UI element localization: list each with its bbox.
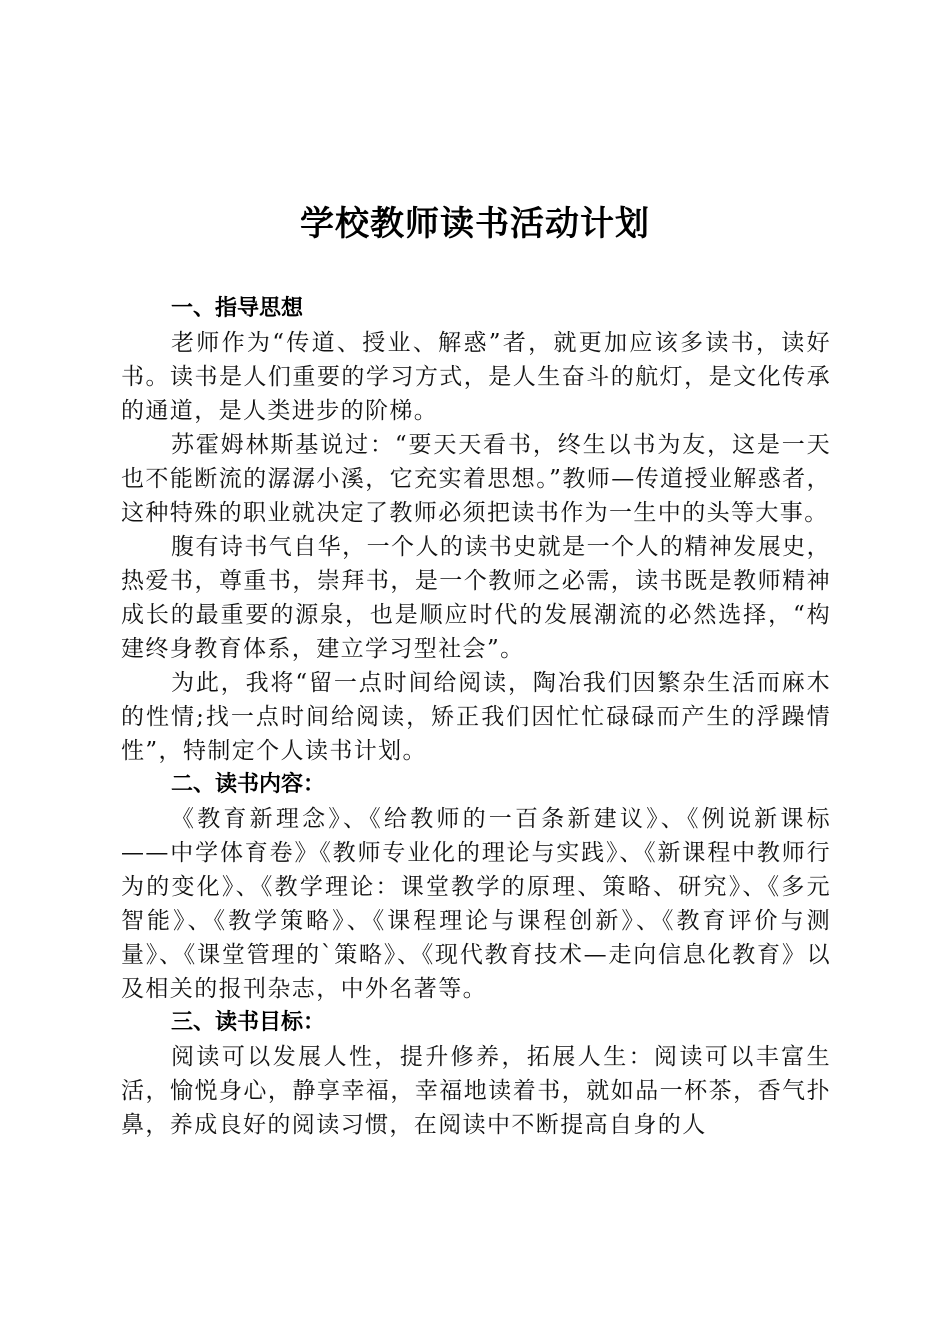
paragraph: 老师作为“传道、授业、解惑”者，就更加应该多读书，读好书。读书是人们重要的学习方式，是人生奋斗的航灯，是文化传承的通道，是人类进步的阶梯。 bbox=[121, 330, 831, 424]
section-heading-reading-content: 二、读书内容： bbox=[171, 772, 326, 797]
section-heading-reading-goals: 三、读书目标： bbox=[171, 1010, 326, 1035]
paragraph: 苏霍姆林斯基说过：“要天天看书，终生以书为友，这是一天也不能断流的潺潺小溪，它充实着思想。”教师—传道授业解惑者，这种特殊的职业就决定了教师必须把读书作为一生中的头等大事。 bbox=[121, 432, 831, 526]
paragraph: 腹有诗书气自华，一个人的读书史就是一个人的精神发展史，热爱书，尊重书，崇拜书，是一个教师之必需，读书既是教师精神成长的最重要的源泉，也是顺应时代的发展潮流的必然选择，“构建终身教育体系，建立学习型社会”。 bbox=[121, 534, 831, 662]
document-title: 学校教师读书活动计划 bbox=[300, 204, 650, 244]
document-body bbox=[121, 292, 831, 1142]
paragraph: 为此，我将“留一点时间给阅读，陶冶我们因繁杂生活而麻木的性情;找一点时间给阅读，矫正我们因忙忙碌碌而产生的浮躁情性”，特制定个人读书计划。 bbox=[121, 670, 831, 764]
section-heading-guiding-thought: 一、指导思想 bbox=[171, 296, 304, 321]
paragraph: 阅读可以发展人性，提升修养，拓展人生：阅读可以丰富生活，愉悦身心，静享幸福，幸福地读着书，就如品一杯茶，香气扑鼻，养成良好的阅读习惯，在阅读中不断提高自身的人 bbox=[121, 1044, 831, 1138]
paragraph: 《教育新理念》、《给教师的一百条新建议》、《例说新课标——中学体育卷》《教师专业化的理论与实践》、《新课程中教师行为的变化》、《教学理论：课堂教学的原理、策略、研究》、《多元智能》、《教学策略》、《课程理论与课程创新》、《教育评价与测量》、《课堂管理的`策略》、《现代教育技术—走向信息化教育》以及相关的报刊杂志，中外名著等。 bbox=[121, 806, 831, 1002]
